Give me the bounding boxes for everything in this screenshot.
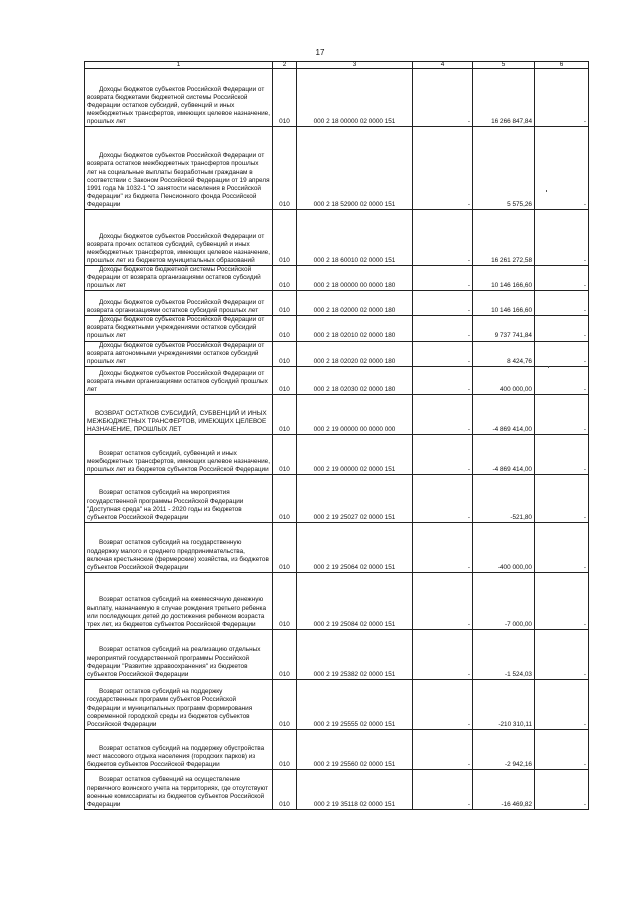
row-column-5: -7 000,00: [473, 572, 535, 629]
row-column-4: -: [413, 341, 473, 366]
row-income-code: 000 2 18 00000 02 0000 151: [297, 69, 413, 127]
row-income-code: 000 2 18 60010 02 0000 151: [297, 210, 413, 266]
row-name: Доходы бюджетов бюджетной системы Российской Федерации от возврата организациями остатков субсидий прошлых лет: [85, 266, 273, 291]
row-name: Доходы бюджетов субъектов Российской Федерации от возврата бюджетами бюджетной системы Российской Федерации остатков субсидий, субвенций и иных межбюджетных трансфертов, имеющих целевое назначение, прошлых лет: [85, 69, 273, 127]
row-income-code: 000 2 19 25382 02 0000 151: [297, 629, 413, 679]
row-column-4: -: [413, 729, 473, 769]
table-row: [85, 729, 589, 769]
table-row: [85, 291, 589, 316]
row-income-code: 000 2 19 25084 02 0000 151: [297, 572, 413, 629]
row-name: ВОЗВРАТ ОСТАТКОВ СУБСИДИЙ, СУБВЕНЦИЙ И ИНЫХ МЕЖБЮДЖЕТНЫХ ТРАНСФЕРТОВ, ИМЕЮЩИХ ЦЕЛЕВОЕ НАЗНАЧЕНИЕ, ПРОШЛЫХ ЛЕТ: [85, 394, 273, 434]
table-row: [85, 522, 589, 572]
row-income-code: 000 2 19 25560 02 0000 151: [297, 729, 413, 769]
row-line-code: 010: [273, 729, 297, 769]
row-column-4: -: [413, 266, 473, 291]
table-row: [85, 341, 589, 366]
row-income-code: 000 2 19 00000 02 0000 151: [297, 434, 413, 474]
column-header-2: 2: [273, 62, 297, 69]
row-line-code: 010: [273, 474, 297, 522]
row-column-4: -: [413, 291, 473, 316]
scan-mark: [548, 366, 549, 368]
row-column-5: -210 310,11: [473, 679, 535, 729]
row-column-5: -2 942,16: [473, 729, 535, 769]
row-income-code: 000 2 19 25064 02 0000 151: [297, 522, 413, 572]
row-column-4: -: [413, 127, 473, 210]
row-income-code: 000 2 18 02000 02 0000 180: [297, 291, 413, 316]
table-header-row: [85, 62, 589, 69]
row-income-code: 000 2 18 00000 00 0000 180: [297, 266, 413, 291]
scan-mark: [546, 190, 547, 192]
row-column-5: 5 575,26: [473, 127, 535, 210]
row-line-code: 010: [273, 394, 297, 434]
row-line-code: 010: [273, 629, 297, 679]
row-income-code: 000 2 19 00000 00 0000 000: [297, 394, 413, 434]
row-income-code: 000 2 18 02010 02 0000 180: [297, 316, 413, 341]
table-row: [85, 69, 589, 127]
table-row: [85, 629, 589, 679]
row-column-4: -: [413, 316, 473, 341]
row-column-4: -: [413, 366, 473, 394]
row-line-code: 010: [273, 291, 297, 316]
row-name: Возврат остатков субсидий на реализацию отдельных мероприятий государственной программы Российской Федерации "Развитие здравоохранения" из бюджетов субъектов Российской Федерации: [85, 629, 273, 679]
row-column-5: -521,80: [473, 474, 535, 522]
row-column-4: -: [413, 69, 473, 127]
row-line-code: 010: [273, 210, 297, 266]
table-row: [85, 127, 589, 210]
row-column-5: 9 737 741,84: [473, 316, 535, 341]
table-row: [85, 366, 589, 394]
column-header-6: 6: [535, 62, 589, 69]
row-line-code: 010: [273, 266, 297, 291]
table-row: [85, 316, 589, 341]
row-column-6: -: [535, 434, 589, 474]
row-name: Возврат остатков субсидий, субвенций и иных межбюджетных трансфертов, имеющих целевое назначение, прошлых лет из бюджетов субъектов Российской Федерации: [85, 434, 273, 474]
row-column-6: -: [535, 69, 589, 127]
row-name: Возврат остатков субсидий на ежемесячную денежную выплату, назначаемую в случае рождения третьего ребенка или последующих детей до достижения ребенком возраста трех лет, из бюджетов субъектов Российской Федерации: [85, 572, 273, 629]
row-name: Доходы бюджетов субъектов Российской Федерации от возврата остатков межбюджетных трансфертов прошлых лет на социальные выплаты безработным гражданам в соответствии с Законом Российской Федерации от 19 апреля 1991 года № 1032-1 "О занятости населения в Российской Федерации" из бюджета Пенсионного фонда Российской Федерации: [85, 127, 273, 210]
row-column-4: -: [413, 474, 473, 522]
row-name: Возврат остатков субсидий на поддержку государственных программ субъектов Российской Федерации и муниципальных программ формирования современной городской среды из бюджетов субъектов Российской Федерации: [85, 679, 273, 729]
row-column-6: -: [535, 729, 589, 769]
row-line-code: 010: [273, 769, 297, 809]
table-row: [85, 769, 589, 809]
row-line-code: 010: [273, 127, 297, 210]
row-income-code: 000 2 19 25555 02 0000 151: [297, 679, 413, 729]
row-name: Возврат остатков субвенций на осуществление первичного воинского учета на территориях, где отсутствуют военные комиссариаты из бюджетов субъектов Российской Федерации: [85, 769, 273, 809]
row-line-code: 010: [273, 316, 297, 341]
row-income-code: 000 2 18 52900 02 0000 151: [297, 127, 413, 210]
row-column-6: -: [535, 291, 589, 316]
row-income-code: 000 2 19 25027 02 0000 151: [297, 474, 413, 522]
row-name: Возврат остатков субсидий на государственную поддержку малого и среднего предпринимательства, включая крестьянские (фермерские) хозяйства, из бюджетов субъектов Российской Федерации: [85, 522, 273, 572]
row-name: Возврат остатков субсидий на мероприятия государственной программы Российской Федерации "Доступная среда" на 2011 - 2020 годы из бюджетов субъектов Российской Федерации: [85, 474, 273, 522]
row-column-6: -: [535, 572, 589, 629]
column-header-4: 4: [413, 62, 473, 69]
row-column-5: -4 869 414,00: [473, 434, 535, 474]
row-column-6: -: [535, 366, 589, 394]
column-header-3: 3: [297, 62, 413, 69]
row-name: Доходы бюджетов субъектов Российской Федерации от возврата иными организациями остатков субсидий прошлых лет: [85, 366, 273, 394]
table-row: [85, 679, 589, 729]
row-income-code: 000 2 18 02030 02 0000 180: [297, 366, 413, 394]
row-column-4: -: [413, 210, 473, 266]
revenue-table: [84, 61, 589, 810]
row-column-5: -1 524,03: [473, 629, 535, 679]
row-line-code: 010: [273, 434, 297, 474]
row-line-code: 010: [273, 679, 297, 729]
row-name: Доходы бюджетов субъектов Российской Федерации от возврата бюджетными учреждениями остатков субсидий прошлых лет: [85, 316, 273, 341]
column-header-5: 5: [473, 62, 535, 69]
table-row: [85, 210, 589, 266]
row-column-6: -: [535, 769, 589, 809]
row-column-5: 10 146 166,60: [473, 266, 535, 291]
row-income-code: 000 2 19 35118 02 0000 151: [297, 769, 413, 809]
column-header-1: 1: [85, 62, 273, 69]
row-column-5: 400 000,00: [473, 366, 535, 394]
row-column-5: 16 266 847,84: [473, 69, 535, 127]
row-column-6: -: [535, 679, 589, 729]
row-column-5: -4 869 414,00: [473, 394, 535, 434]
row-line-code: 010: [273, 572, 297, 629]
row-name: Возврат остатков субсидий на поддержку обустройства мест массового отдыха населения (городских парков) из бюджетов субъектов Российской Федерации: [85, 729, 273, 769]
row-column-6: -: [535, 629, 589, 679]
row-name: Доходы бюджетов субъектов Российской Федерации от возврата прочих остатков субсидий, субвенций и иных межбюджетных трансфертов, имеющих целевое назначение, прошлых лет из бюджетов муниципальных образований: [85, 210, 273, 266]
row-name: Доходы бюджетов субъектов Российской Федерации от возврата организациями остатков субсидий прошлых лет: [85, 291, 273, 316]
row-column-5: -16 469,82: [473, 769, 535, 809]
row-column-4: -: [413, 522, 473, 572]
row-column-4: -: [413, 572, 473, 629]
row-column-5: 16 261 272,58: [473, 210, 535, 266]
row-column-6: -: [535, 474, 589, 522]
row-line-code: 010: [273, 341, 297, 366]
row-column-6: -: [535, 316, 589, 341]
row-line-code: 010: [273, 522, 297, 572]
row-name: Доходы бюджетов субъектов Российской Федерации от возврата автономными учреждениями остатков субсидий прошлых лет: [85, 341, 273, 366]
row-column-6: -: [535, 522, 589, 572]
row-column-6: -: [535, 127, 589, 210]
table-row: [85, 394, 589, 434]
row-column-4: -: [413, 679, 473, 729]
table-row: [85, 572, 589, 629]
row-column-5: 10 146 166,60: [473, 291, 535, 316]
table-row: [85, 266, 589, 291]
table-row: [85, 434, 589, 474]
row-column-6: -: [535, 341, 589, 366]
row-column-6: -: [535, 394, 589, 434]
row-column-5: 8 424,76: [473, 341, 535, 366]
row-line-code: 010: [273, 69, 297, 127]
table-row: [85, 474, 589, 522]
page-number: 17: [315, 48, 325, 57]
row-line-code: 010: [273, 366, 297, 394]
row-column-6: -: [535, 210, 589, 266]
row-column-4: -: [413, 434, 473, 474]
row-column-4: -: [413, 629, 473, 679]
row-column-4: -: [413, 394, 473, 434]
row-income-code: 000 2 18 02020 02 0000 180: [297, 341, 413, 366]
row-column-4: -: [413, 769, 473, 809]
row-column-5: -400 000,00: [473, 522, 535, 572]
row-column-6: -: [535, 266, 589, 291]
